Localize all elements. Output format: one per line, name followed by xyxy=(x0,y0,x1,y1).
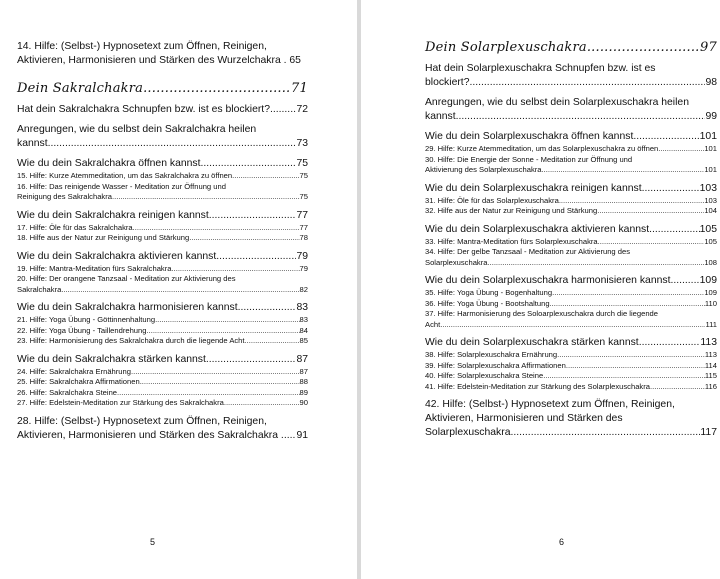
page-number: 6 xyxy=(559,537,565,547)
toc-entry-line xyxy=(17,326,308,337)
toc-page-number: 85 xyxy=(299,336,308,345)
toc-page-number: 75 xyxy=(296,158,308,169)
toc-entry-title-line: Aktivieren, Harmonisieren und Stärken des xyxy=(425,413,623,424)
toc-entry-line xyxy=(425,350,717,361)
toc-entry-line xyxy=(17,388,308,399)
toc-sub-entry[interactable] xyxy=(425,350,717,361)
table-of-contents xyxy=(17,40,308,443)
page-number: 5 xyxy=(150,537,156,547)
toc-leader-dots xyxy=(245,336,300,347)
toc-entry-line xyxy=(17,209,308,223)
toc-entry-title: Dein Sakralchakra xyxy=(17,81,144,96)
toc-entry-line xyxy=(17,367,308,378)
toc-leader-dots xyxy=(117,388,300,399)
toc-leader-dots xyxy=(206,353,297,367)
toc-leader-dots xyxy=(550,299,705,310)
toc-entry-title-line: 28. Hilfe: (Selbst-) Hypnosetext zum Öffnen, Reinigen, xyxy=(17,415,267,427)
toc-entry-title: 31. Hilfe: Öle für das Solarplexuschakra xyxy=(425,195,559,205)
toc-entry-line xyxy=(425,274,717,288)
toc-entry-title: Solarplexuschakra xyxy=(425,427,511,438)
toc-leader-dots xyxy=(456,110,706,124)
toc-leader-dots xyxy=(155,315,299,326)
toc-entry-title-line: Hat dein Solarplexuschakra Schnupfen bzw. ist es xyxy=(425,63,656,74)
toc-page-number: 79 xyxy=(299,263,308,273)
toc-section-entry[interactable] xyxy=(17,157,308,171)
toc-page-number: 108 xyxy=(704,257,717,267)
toc-sub-entry[interactable] xyxy=(425,361,717,372)
toc-page-number: 83 xyxy=(296,302,308,313)
toc-section-entry[interactable] xyxy=(425,130,717,144)
toc-leader-dots xyxy=(287,429,297,443)
toc-leader-dots xyxy=(542,165,705,176)
toc-entry-title: 33. Hilfe: Mantra-Meditation fürs Solarplexuschakra xyxy=(425,236,598,246)
toc-entry-line xyxy=(425,258,717,269)
toc-section-entry[interactable] xyxy=(425,223,717,237)
toc-leader-dots xyxy=(598,237,705,248)
toc-entry-line xyxy=(425,182,717,196)
toc-section-entry[interactable] xyxy=(17,250,308,264)
toc-page-number: 104 xyxy=(704,206,717,215)
toc-entry-line xyxy=(425,336,717,350)
toc-entry-title-line: 37. Hilfe: Harmonisierung des Soloarplexuschakra durch die liegende xyxy=(425,309,659,318)
toc-entry-title-line: 20. Hilfe: Der orangene Tanzsaal - Meditation zur Aktivierung des xyxy=(17,274,236,283)
toc-entry-title: kannst xyxy=(425,111,456,122)
toc-leader-dots xyxy=(650,382,705,393)
toc-leader-dots xyxy=(543,371,705,382)
right-page xyxy=(361,0,720,579)
toc-entry-title: Wie du dein Solarplexuschakra harmonisieren kannst xyxy=(425,275,671,286)
toc-page-number: 89 xyxy=(299,387,308,397)
toc-leader-dots xyxy=(48,137,297,151)
toc-page-number: 91 xyxy=(296,429,308,441)
toc-section-entry[interactable] xyxy=(17,415,308,443)
toc-section-entry[interactable] xyxy=(17,123,308,151)
toc-entry-line xyxy=(425,165,717,176)
toc-entry-line xyxy=(425,237,717,248)
toc-entry-title: Aktivieren, Harmonisieren und Stärken des Wurzelchakra . 65 xyxy=(17,55,301,66)
toc-entry-line xyxy=(425,110,717,124)
toc-sub-entry[interactable] xyxy=(17,233,308,244)
toc-page-number: 75 xyxy=(299,171,308,180)
toc-entry-line xyxy=(17,233,308,244)
toc-entry-title: 17. Hilfe: Öle für das Sakralchakra xyxy=(17,222,133,232)
toc-entry-title: blockiert? xyxy=(425,77,470,88)
toc-leader-dots xyxy=(440,320,705,331)
toc-leader-dots xyxy=(660,144,704,155)
toc-entry-line xyxy=(17,137,308,151)
toc-chapter-heading[interactable] xyxy=(17,81,308,97)
toc-entry-line xyxy=(425,426,717,440)
toc-page-number: 109 xyxy=(699,275,717,286)
toc-entry-line xyxy=(425,196,717,207)
toc-entry-line xyxy=(17,377,308,388)
toc-sub-entry[interactable] xyxy=(425,299,717,310)
toc-leader-dots xyxy=(143,81,291,97)
toc-entry-line xyxy=(17,264,308,275)
toc-sub-entry[interactable] xyxy=(17,274,308,295)
toc-sub-entry[interactable] xyxy=(17,182,308,203)
toc-entry-title: 27. Hilfe: Edelstein-Meditation zur Stärkung des Sakralchakra xyxy=(17,398,224,407)
toc-entry-title-line: Anregungen, wie du selbst dein Solarplexuschakra heilen xyxy=(425,97,689,108)
toc-page-number: 117 xyxy=(700,427,717,438)
toc-leader-dots xyxy=(146,326,299,337)
toc-entry-line xyxy=(425,206,717,217)
toc-leader-dots xyxy=(649,223,700,237)
toc-section-entry[interactable] xyxy=(17,40,308,68)
toc-page-number: 105 xyxy=(699,223,717,235)
toc-entry-title: Aktivieren, Harmonisieren und Stärken des Sakralchakra .. xyxy=(17,429,287,441)
toc-page-number: 75 xyxy=(299,192,308,201)
toc-entry-title: Acht xyxy=(425,319,441,329)
toc-entry-line xyxy=(425,130,717,144)
toc-entry-title: Sakralchakra xyxy=(17,284,62,294)
toc-entry-title: 19. Hilfe: Mantra-Meditation fürs Sakralchakra xyxy=(17,263,172,273)
toc-leader-dots xyxy=(487,258,704,269)
toc-sub-entry[interactable] xyxy=(17,315,308,326)
toc-page-number: 103 xyxy=(704,195,717,205)
toc-leader-dots xyxy=(216,250,296,264)
toc-entry-line xyxy=(425,361,717,372)
toc-leader-dots xyxy=(133,223,300,234)
toc-sub-entry[interactable] xyxy=(17,367,308,378)
toc-sub-entry[interactable] xyxy=(425,309,717,330)
toc-entry-line xyxy=(17,353,308,367)
toc-entry-title: Wie du dein Sakralchakra aktivieren kannst xyxy=(17,250,217,262)
toc-leader-dots xyxy=(587,40,700,56)
toc-entry-title: Wie du dein Solarplexuschakra reinigen kannst xyxy=(425,182,642,194)
toc-page-number: 113 xyxy=(704,350,717,359)
toc-entry-line xyxy=(425,76,717,90)
toc-leader-dots xyxy=(189,233,299,244)
toc-sub-entry[interactable] xyxy=(17,398,308,409)
toc-entry-title-line: 42. Hilfe: (Selbst-) Hypnosetext zum Öffnen, Reinigen, xyxy=(425,399,675,410)
toc-page-number: 83 xyxy=(299,315,308,324)
toc-page-number: 90 xyxy=(299,398,308,407)
toc-page-number: 73 xyxy=(296,138,308,149)
toc-entry-title: 40. Hilfe: Solarplexuschakra Steine xyxy=(425,371,544,380)
toc-leader-dots xyxy=(232,171,299,182)
toc-entry-title: 15. Hilfe: Kurze Atemmeditation, um das Sakralchakra zu öffnen xyxy=(17,171,233,180)
toc-chapter-heading[interactable] xyxy=(425,40,717,56)
toc-entry-line xyxy=(17,81,308,97)
toc-page-number: 113 xyxy=(700,337,717,348)
toc-leader-dots xyxy=(61,285,299,296)
toc-entry-title: Wie du dein Solarplexuschakra aktivieren kannst xyxy=(425,223,650,235)
toc-entry-line xyxy=(425,40,717,56)
toc-leader-dots xyxy=(469,76,705,90)
toc-sub-entry[interactable] xyxy=(425,371,717,382)
toc-sub-entry[interactable] xyxy=(425,155,717,176)
toc-page-number: 115 xyxy=(704,371,717,380)
toc-entry-title: 22. Hilfe: Yoga Übung - Taillendrehung xyxy=(17,325,147,335)
toc-leader-dots xyxy=(557,350,705,361)
toc-leader-dots xyxy=(510,426,700,440)
left-page xyxy=(0,0,357,579)
toc-sub-entry[interactable] xyxy=(17,326,308,337)
toc-entry-title: 21. Hilfe: Yoga Übung - Göttinnenhaltung xyxy=(17,315,156,324)
toc-entry-line xyxy=(17,171,308,182)
toc-sub-entry[interactable] xyxy=(17,171,308,182)
toc-section-entry[interactable] xyxy=(17,103,308,117)
toc-entry-title: 36. Hilfe: Yoga Übung - Bootshaltung xyxy=(425,298,550,308)
toc-entry-title: 29. Hilfe: Kurze Atemmeditation, um das Solarplexuschakra zu öffnen. xyxy=(425,144,661,153)
toc-sub-entry[interactable] xyxy=(425,237,717,248)
toc-page-number: 87 xyxy=(296,353,308,365)
toc-leader-dots xyxy=(270,103,296,117)
toc-section-entry[interactable] xyxy=(17,301,308,315)
toc-entry-title: kannst xyxy=(17,138,48,149)
toc-entry-line xyxy=(17,336,308,347)
toc-entry-title-line: 30. Hilfe: Die Energie der Sonne - Meditation zur Öffnung und xyxy=(425,154,633,164)
toc-entry-title: Wie du dein Sakralchakra öffnen kannst xyxy=(17,158,201,169)
toc-entry-title: Wie du dein Sakralchakra stärken kannst xyxy=(17,353,206,365)
toc-page-number: 101 xyxy=(704,144,717,153)
toc-page-number: 105 xyxy=(704,236,717,246)
toc-entry-title: 38. Hilfe: Solarplexuschakra Ernährung xyxy=(425,350,558,359)
toc-entry-title: Wie du dein Sakralchakra harmonisieren kannst xyxy=(17,302,238,313)
toc-sub-entry[interactable] xyxy=(425,382,717,393)
toc-entry-title-line: 16. Hilfe: Das reinigende Wasser - Meditation zur Öffnung und xyxy=(17,181,226,191)
toc-page-number: 109 xyxy=(704,288,717,297)
toc-entry-line xyxy=(425,371,717,382)
toc-leader-dots xyxy=(224,398,300,409)
toc-page-number: 97 xyxy=(700,40,717,55)
toc-page-number: 72 xyxy=(296,104,308,115)
toc-section-entry[interactable] xyxy=(425,398,717,440)
toc-sub-entry[interactable] xyxy=(425,196,717,207)
toc-section-entry[interactable] xyxy=(425,62,717,90)
toc-entry-line xyxy=(17,398,308,409)
toc-entry-title: 23. Hilfe: Harmonisierung des Sakralchakra durch die liegende Acht xyxy=(17,336,245,345)
toc-entry-title: Dein Solarplexuschakra xyxy=(425,40,587,55)
toc-sub-entry[interactable] xyxy=(17,223,308,234)
toc-leader-dots xyxy=(670,274,699,288)
toc-leader-dots xyxy=(559,196,705,207)
toc-leader-dots xyxy=(140,377,300,388)
toc-leader-dots xyxy=(642,182,700,196)
toc-page-number: 78 xyxy=(299,233,308,242)
toc-entry-line xyxy=(17,301,308,315)
toc-page-number: 101 xyxy=(699,131,717,142)
toc-section-entry[interactable] xyxy=(425,96,717,124)
toc-sub-entry[interactable] xyxy=(425,206,717,217)
toc-leader-dots xyxy=(201,157,297,171)
toc-page-number: 87 xyxy=(299,366,308,376)
toc-entry-line xyxy=(17,192,308,203)
toc-leader-dots xyxy=(238,301,297,315)
toc-entry-title-line: Anregungen, wie du selbst dein Sakralchakra heilen xyxy=(17,124,257,135)
toc-entry-line xyxy=(17,223,308,234)
toc-leader-dots xyxy=(112,192,300,203)
toc-page-number: 98 xyxy=(705,77,717,88)
toc-sub-entry[interactable] xyxy=(17,336,308,347)
toc-entry-line xyxy=(425,144,717,155)
toc-page-number: 77 xyxy=(299,222,308,232)
toc-entry-line xyxy=(17,157,308,171)
toc-sub-entry[interactable] xyxy=(425,288,717,299)
toc-section-entry[interactable] xyxy=(425,182,717,196)
toc-entry-title: Hat dein Sakralchakra Schnupfen bzw. ist es blockiert? xyxy=(17,104,270,115)
toc-leader-dots xyxy=(597,206,704,217)
toc-page-number: 79 xyxy=(296,250,308,262)
toc-entry-title: Solarplexuschakra xyxy=(425,257,488,267)
toc-sub-entry[interactable] xyxy=(425,144,717,155)
toc-entry-title-line: 34. Hilfe: Der gelbe Tanzsaal - Meditation zur Aktivierung des xyxy=(425,247,630,256)
toc-entry-title: Reinigung des Sakralchakra xyxy=(17,192,112,201)
toc-page-number: 110 xyxy=(704,298,717,308)
toc-entry-title: 35. Hilfe: Yoga Übung - Bogenhaltung xyxy=(425,288,553,297)
toc-leader-dots xyxy=(552,288,704,299)
toc-sub-entry[interactable] xyxy=(425,247,717,268)
toc-section-entry[interactable] xyxy=(425,336,717,350)
toc-sub-entry[interactable] xyxy=(17,388,308,399)
toc-leader-dots xyxy=(566,361,705,372)
toc-entry-line xyxy=(425,382,717,393)
toc-leader-dots xyxy=(209,209,297,223)
toc-entry-title-line: 14. Hilfe: (Selbst-) Hypnosetext zum Öffnen, Reinigen, xyxy=(17,41,267,52)
toc-entry-title: 25. Hilfe: Sakralchakra Affirmationen xyxy=(17,377,140,386)
toc-entry-line xyxy=(17,103,308,117)
toc-page-number: 101 xyxy=(704,165,717,174)
toc-entry-title: 39. Hilfe: Solarplexuschakra Affirmationen xyxy=(425,360,566,370)
toc-entry-line xyxy=(17,285,308,296)
toc-leader-dots xyxy=(131,367,300,378)
toc-entry-line xyxy=(425,288,717,299)
toc-page-number: 114 xyxy=(704,360,717,370)
toc-entry-title: Wie du dein Sakralchakra reinigen kannst xyxy=(17,209,209,221)
toc-page-number: 116 xyxy=(704,381,717,391)
toc-section-entry[interactable] xyxy=(17,353,308,367)
toc-entry-line xyxy=(425,223,717,237)
toc-entry-line xyxy=(425,299,717,310)
toc-entry-line xyxy=(425,320,717,331)
toc-page-number: 99 xyxy=(705,111,717,122)
toc-entry-line xyxy=(17,54,308,68)
toc-section-entry[interactable] xyxy=(425,274,717,288)
toc-entry-title: 24. Hilfe: Sakralchakra Ernährung xyxy=(17,366,131,376)
toc-entry-title: 26. Hilfe: Sakralchakra Steine xyxy=(17,387,118,397)
toc-leader-dots xyxy=(633,130,699,144)
toc-leader-dots xyxy=(171,264,299,275)
toc-entry-title: 32. Hilfe aus der Natur zur Reinigung und Stärkung xyxy=(425,206,598,215)
toc-entry-line xyxy=(17,429,308,443)
toc-entry-title: Aktivierung des Solarplexuschakra xyxy=(425,165,542,174)
toc-sub-entry[interactable] xyxy=(17,264,308,275)
toc-page-number: 71 xyxy=(291,81,308,96)
toc-entry-title: 18. Hilfe aus der Natur zur Reinigung und Stärkung xyxy=(17,233,190,242)
toc-page-number: 103 xyxy=(699,182,717,194)
toc-page-number: 84 xyxy=(299,325,308,335)
toc-entry-title: 41. Hilfe: Edelstein-Meditation zur Stärkung des Solarplexuschakra xyxy=(425,381,650,391)
toc-page-number: 88 xyxy=(299,377,308,386)
toc-entry-line xyxy=(17,250,308,264)
toc-entry-line xyxy=(17,315,308,326)
toc-page-number: 111 xyxy=(705,319,717,329)
toc-sub-entry[interactable] xyxy=(17,377,308,388)
toc-page-number: 77 xyxy=(296,209,308,221)
toc-entry-title: Wie du dein Solarplexuschakra öffnen kannst xyxy=(425,131,634,142)
toc-entry-title: Wie du dein Solarplexuschakra stärken kannst xyxy=(425,337,639,348)
toc-leader-dots xyxy=(639,336,701,350)
table-of-contents xyxy=(425,40,717,440)
toc-page-number: 82 xyxy=(299,284,308,294)
toc-section-entry[interactable] xyxy=(17,209,308,223)
